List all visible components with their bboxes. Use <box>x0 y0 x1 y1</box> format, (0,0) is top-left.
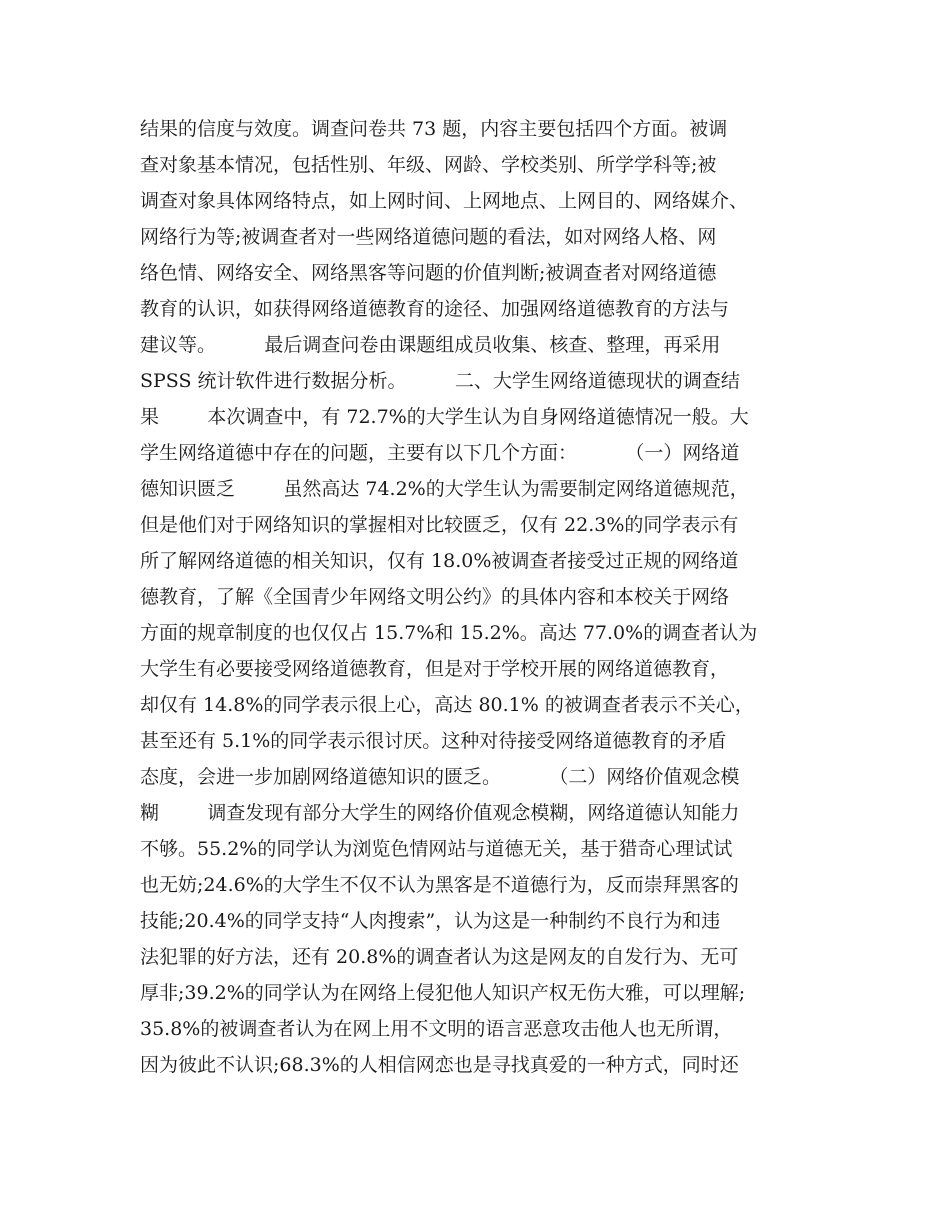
text-line: 结果的信度与效度。调查问卷共 73 题，内容主要包括四个方面。被调 <box>140 118 728 140</box>
text-line: 方面的规章制度的也仅仅占 15.7%和 15.2%。高达 77.0%的调查者认为 <box>140 622 758 644</box>
text-line: SPSS 统计软件进行数据分析。 二、大学生网络道德现状的调查结 <box>140 370 740 392</box>
text-line: 厚非;39.2%的同学认为在网络上侵犯他人知识产权无伤大雅，可以理解; <box>140 982 746 1004</box>
text-line: 却仅有 14.8%的同学表示很上心，高达 80.1% 的被调查者表示不关心， <box>140 694 754 716</box>
text-line: 所了解网络道德的相关知识，仅有 18.0%被调查者接受过正规的网络道 <box>140 550 739 572</box>
text-line: 络色情、网络安全、网络黑客等问题的价值判断;被调查者对网络道德 <box>140 262 717 284</box>
text-line: 甚至还有 5.1%的同学表示很讨厌。这种对待接受网络道德教育的矛盾 <box>140 730 727 752</box>
text-line: 建议等。 最后调查问卷由课题组成员收集、核查、整理，再采用 <box>140 334 721 356</box>
text-line: 35.8%的被调查者认为在网上用不文明的语言恶意攻击他人也无所谓， <box>140 1018 733 1040</box>
text-line: 法犯罪的好方法，还有 20.8%的调查者认为这是网友的自发行为、无可 <box>140 946 739 968</box>
text-line: 德知识匮乏 虽然高达 74.2%的大学生认为需要制定网络道德规范， <box>140 478 749 500</box>
text-line: 网络行为等;被调查者对一些网络道德问题的看法，如对网络人格、网 <box>140 226 717 248</box>
text-line: 但是他们对于网络知识的掌握相对比较匮乏，仅有 22.3%的同学表示有 <box>140 514 739 536</box>
body-text <box>140 111 830 1083</box>
text-line: 技能;20.4%的同学支持“人肉搜索”，认为这是一种制约不良行为和违 <box>140 910 721 932</box>
text-line: 德教育，了解《全国青少年网络文明公约》的具体内容和本校关于网络 <box>140 586 730 608</box>
text-line: 也无妨;24.6%的大学生不仅不认为黑客是不道德行为，反而崇拜黑客的 <box>140 874 739 896</box>
text-line: 教育的认识，如获得网络道德教育的途径、加强网络道德教育的方法与 <box>140 298 730 320</box>
text-line: 因为彼此不认识;68.3%的人相信网恋也是寻找真爱的一种方式，同时还 <box>140 1054 739 1076</box>
text-line: 学生网络道德中存在的问题，主要有以下几个方面： （一）网络道 <box>140 442 740 464</box>
text-line: 果 本次调查中，有 72.7%的大学生认为自身网络道德情况一般。大 <box>140 406 749 428</box>
text-line: 态度，会进一步加剧网络道德知识的匮乏。 （二）网络价值观念模 <box>140 766 740 788</box>
text-line: 不够。55.2%的同学认为浏览色情网站与道德无关，基于猎奇心理试试 <box>140 838 733 860</box>
text-line: 糊 调查发现有部分大学生的网络价值观念模糊，网络道德认知能力 <box>140 802 740 824</box>
text-line: 调查对象具体网络特点，如上网时间、上网地点、上网目的、网络媒介、 <box>140 190 749 212</box>
text-line: 大学生有必要接受网络道德教育，但是对于学校开展的网络道德教育， <box>140 658 730 680</box>
text-line: 查对象基本情况，包括性别、年级、网龄、学校类别、所学学科等;被 <box>140 154 717 176</box>
